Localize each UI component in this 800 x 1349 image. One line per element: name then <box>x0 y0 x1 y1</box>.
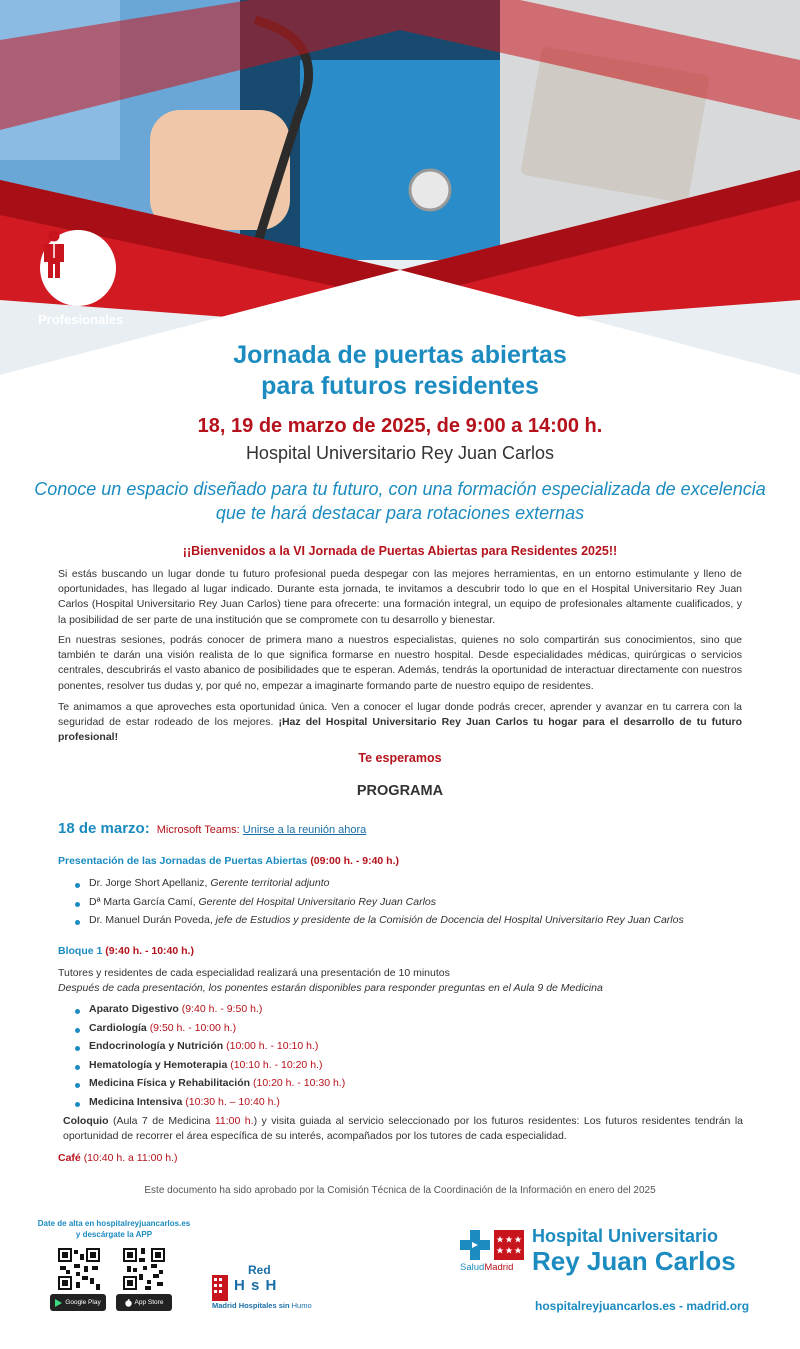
specialty-item <box>75 1003 345 1022</box>
specialty-name: Medicina Intensiva <box>89 1095 183 1108</box>
event-date: 18, 19 de marzo de 2025, de 9:00 a 14:00 h. <box>197 415 603 437</box>
specialty-item <box>75 1096 345 1115</box>
specialty-time: (10:30 h. – 10:40 h.) <box>185 1095 280 1108</box>
specialty-name: Aparato Digestivo <box>89 1003 179 1015</box>
intro-paragraph-2: En nuestras sesiones, podrás conocer de primera mano a nuestros especialistas, quienes no solo compartirán sus conocimientos, sino que también te darán una visión realista de lo que significa formarse en nuestro hospital. Desde especialidades médicas, quirúrgicas o servicios centrales, descubrirás el vasto abanico de posibilidades que te esperan. Además, tendrás la oportunidad de interactuar directamente con nuestros ponentes, resolver tus dudas y, por qué no, empezar a imaginarte formando parte de nuestro equipo de residentes. <box>58 634 742 692</box>
hsh-sub: Humo <box>291 1301 312 1310</box>
red-hsh-logo <box>212 1263 312 1313</box>
salud-madrid-cross-icon <box>460 1230 526 1260</box>
page-title-line2: para futuros residentes <box>261 372 539 400</box>
cafe-line <box>58 1152 177 1164</box>
specialty-time: (10:10 h. - 10:20 h.) <box>230 1058 323 1071</box>
qr-code-app-store[interactable] <box>123 1248 165 1290</box>
intro-paragraph-1: Si estás buscando un lugar donde tu futuro profesional pueda despegar con las mejores herramientas, en un entorno estimulante y lleno de oportunidades, has llegado al lugar indicado. Durante esta jornada, te invitamos a descubrir todo lo que en el Hospital Universitario Rey Juan Carlos (Hospital Universitario Rey Juan Carlos) tiene para ofrecerte: una formación integral, un equipo de profesionales altamente cualificados, y la posibilidad de ser parte de una institución que se compromete con tu desarrollo y bienestar. <box>58 568 742 626</box>
intro-paragraph-3-text: Te animamos a que aproveches esta oportunidad única. Ven a conocer el lugar donde podrás crecer, aprender y avanzar en tu carrera con la seguridad de estar rodeado de los mejores. <box>58 701 742 729</box>
presentation-heading <box>58 855 399 867</box>
red-word: Red <box>248 1263 271 1277</box>
hsh-sub-bold: Hospitales sin <box>238 1301 290 1310</box>
specialty-item <box>75 1022 345 1041</box>
hsh-madrid: Madrid <box>212 1301 237 1310</box>
coloquio-label: Coloquio <box>63 1115 109 1127</box>
program-title: PROGRAMA <box>356 783 444 799</box>
speaker-item <box>75 877 684 896</box>
hospital-name-line2: Rey Juan Carlos <box>532 1246 736 1276</box>
app-store-label: App Store <box>134 1299 164 1306</box>
salud-word-b: Madrid <box>484 1262 514 1273</box>
salud-madrid-word <box>460 1262 513 1273</box>
page-title-line1: Jornada de puertas abiertas <box>233 341 567 369</box>
speaker-item <box>75 896 684 915</box>
presentation-label: Presentación de las Jornadas de Puertas Abiertas <box>58 855 308 867</box>
intro-closing-bold: ¡Haz del Hospital Universitario Rey Juan Carlos tu hogar para el desarrollo de tu futuro profesional! <box>58 716 742 744</box>
madrid-flag-icon <box>212 1275 228 1301</box>
block1-intro-text: Tutores y residentes de cada especialidad realizará una presentación de 10 minutos <box>58 967 450 979</box>
specialty-list <box>75 1003 345 1115</box>
block1-time: (9:40 h. - 10:40 h.) <box>105 945 194 957</box>
specialty-name: Cardiología <box>89 1021 147 1034</box>
google-play-label: Google Play <box>65 1299 101 1306</box>
hsh-letters: H s H <box>234 1277 278 1294</box>
block1-label: Bloque 1 <box>58 945 103 957</box>
platform-label: Microsoft Teams: <box>156 824 240 836</box>
approval-note: Este documento ha sido aprobado por la Comisión Técnica de la Coordinación de la Información en enero del 2025 <box>144 1185 656 1196</box>
play-store-icon <box>55 1299 62 1307</box>
block1-heading <box>58 945 194 957</box>
cafe-label: Café <box>58 1152 81 1164</box>
coloquio-time: 11:00 h. <box>214 1115 254 1127</box>
specialty-item <box>75 1077 345 1096</box>
speaker-name: Dr. Jorge Short Apellaniz, <box>89 877 208 889</box>
speaker-name: Dr. Manuel Durán Poveda, <box>89 914 213 926</box>
profesionales-label: Profesionales <box>38 312 124 327</box>
speaker-role: Gerente territorial adjunto <box>210 877 330 889</box>
google-play-button[interactable] <box>50 1294 106 1311</box>
coloquio-post: ) y visita guiada al servicio seleccionado por los futuros residentes: Los futuros residentes tendrán la oportunidad de recorrer el área específica de su interés, acompañados por los tutores de cada especialidad. <box>63 1115 744 1142</box>
apple-icon <box>125 1299 132 1307</box>
hospital-name-line1: Hospital Universitario <box>532 1226 719 1246</box>
qr-code-google-play[interactable] <box>58 1248 100 1290</box>
specialty-time: (9:50 h. - 10:00 h.) <box>149 1021 237 1034</box>
speaker-item <box>75 914 684 933</box>
speaker-role: Gerente del Hospital Universitario Rey Juan Carlos <box>198 895 437 908</box>
specialty-item <box>75 1040 345 1059</box>
specialty-time: (10:00 h. - 10:10 h.) <box>226 1040 319 1053</box>
coloquio-paragraph <box>63 1114 743 1144</box>
join-meeting-link[interactable]: Unirse a la reunión ahora <box>242 824 367 836</box>
app-download-text <box>28 1218 200 1240</box>
speaker-role: jefe de Estudios y presidente de la Comisión de Docencia del Hospital Universitario Rey Juan Carlos <box>215 914 684 926</box>
doctor-person-icon <box>40 230 68 280</box>
cafe-time: (10:40 h. a 11:00 h.) <box>83 1152 178 1164</box>
speaker-name: Dª Marta García Camí, <box>89 895 196 908</box>
coloquio-pre: (Aula 7 de Medicina <box>112 1115 211 1127</box>
specialty-time: (10:20 h. - 10:30 h.) <box>252 1077 346 1090</box>
hsh-subtitle <box>212 1301 312 1310</box>
specialty-name: Endocrinología y Nutrición <box>89 1040 224 1053</box>
program-day-line <box>58 820 366 837</box>
specialty-name: Hematología y Hemoterapia <box>89 1058 228 1071</box>
block1-intro <box>58 966 603 996</box>
specialty-name: Medicina Física y Rehabilitación <box>89 1077 251 1090</box>
app-download-line2: y descárgate la APP <box>75 1230 153 1239</box>
speaker-list <box>75 877 684 933</box>
specialty-item <box>75 1059 345 1078</box>
tagline: Conoce un espacio diseñado para tu futuro, con una formación especializada de excelencia que te hará destacar para rotaciones externas <box>34 479 766 523</box>
hero-banner <box>0 0 800 380</box>
website-link[interactable]: hospitalreyjuancarlos.es - madrid.org <box>535 1299 750 1313</box>
specialty-time: (9:40 h. - 9:50 h.) <box>181 1003 263 1015</box>
hospital-logo <box>460 1226 770 1276</box>
event-venue: Hospital Universitario Rey Juan Carlos <box>245 443 555 463</box>
program-day: 18 de marzo: <box>58 820 150 837</box>
welcome-heading: ¡¡Bienvenidos a la VI Jornada de Puertas Abiertas para Residentes 2025!! <box>182 544 618 558</box>
intro-paragraph-3 <box>58 700 742 746</box>
salud-word-a: Salud <box>460 1262 485 1273</box>
app-download-line1: Date de alta en hospitalreyjuancarlos.es <box>37 1219 191 1228</box>
presentation-time: (09:00 h. - 9:40 h.) <box>310 855 400 867</box>
app-store-button[interactable] <box>116 1294 172 1311</box>
profesionales-badge <box>40 230 116 306</box>
te-esperamos: Te esperamos <box>358 751 442 765</box>
block1-intro-italic: Después de cada presentación, los ponentes estarán disponibles para responder preguntas en el Aula 9 de Medicina <box>58 982 603 994</box>
